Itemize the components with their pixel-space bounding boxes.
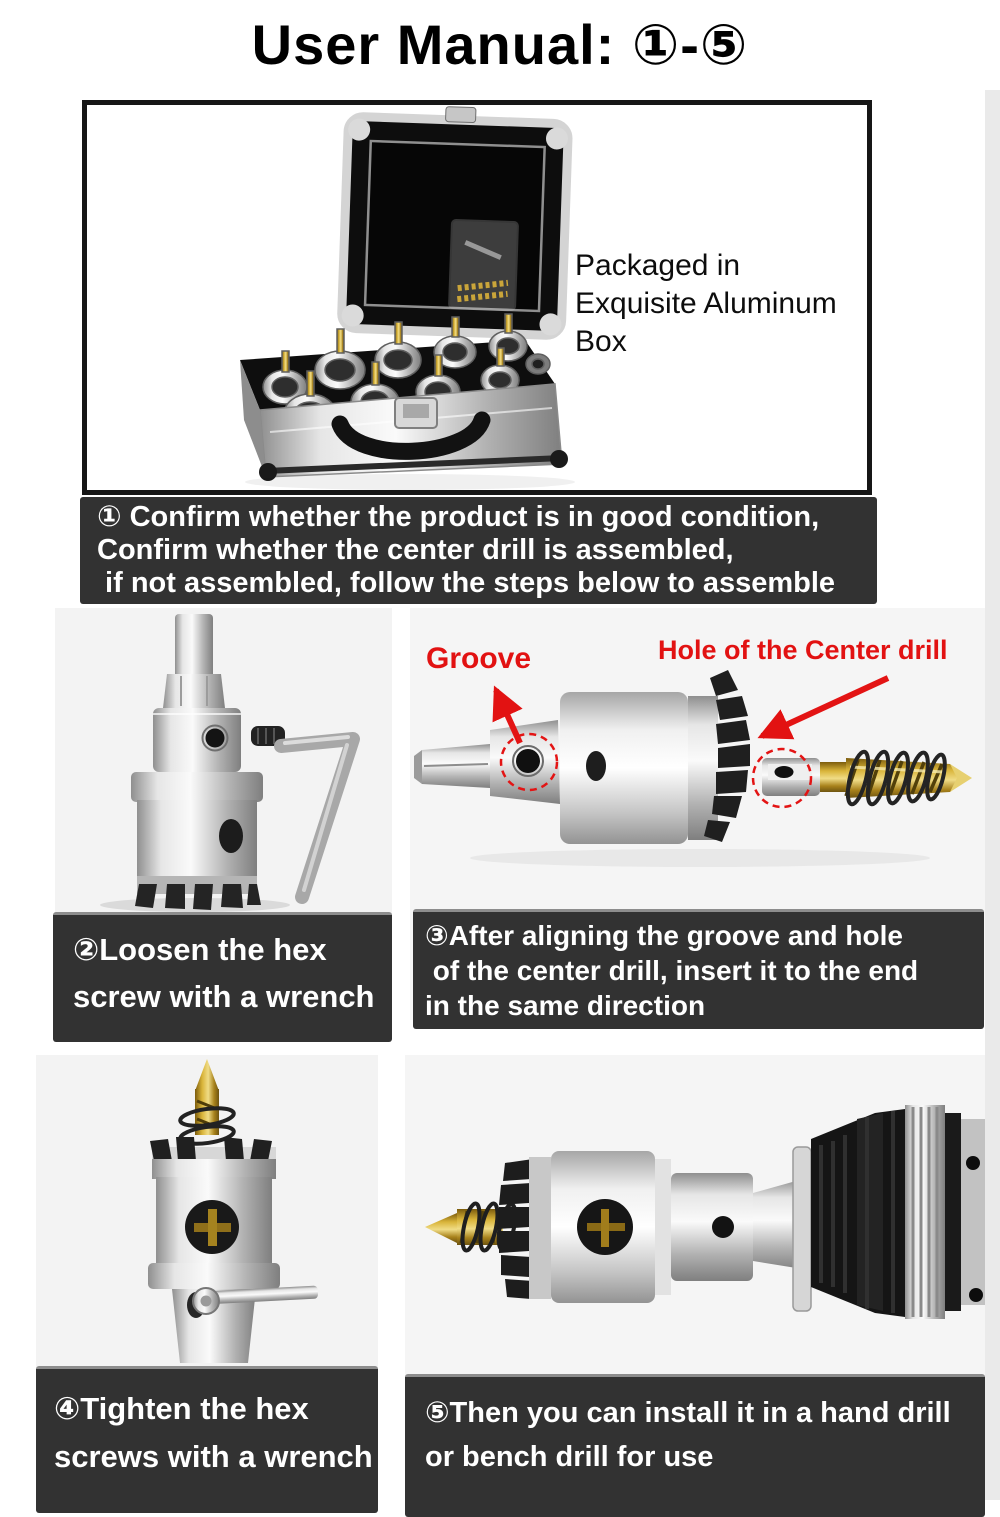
caption-line: ②Loosen the hex [73,932,327,967]
hole-saw-body [148,1159,280,1363]
caption-line: ① Confirm whether the product is in good condition, [97,501,820,533]
caption-line: ③After aligning the groove and hole [425,920,903,951]
caption-line: ④Tighten the hex [54,1391,309,1426]
step4-caption [36,1366,378,1513]
hole-of-center-drill-label: Hole of the Center drill [658,635,948,665]
box-caption [575,247,875,361]
groove-label: Groove [426,642,532,675]
box-caption-line: Packaged in [575,249,741,282]
center-drill [762,750,972,806]
box-caption-line: Exquisite Aluminum [575,287,837,320]
drill-chuck [793,1105,985,1319]
hole-arrow [762,678,888,736]
hole-saw-body [131,614,263,894]
step2-caption [53,912,392,1042]
caption-line: Confirm whether the center drill is assembled, [97,534,734,566]
page-title: User Manual: ①-⑤ [251,13,749,76]
caption-line: ⑤Then you can install it in a hand drill [425,1397,951,1429]
hex-wrench [281,737,353,897]
hole-saw-wrench-illustration [55,608,392,912]
center-drill-tip [179,1059,235,1147]
caption-line: screws with a wrench [54,1439,373,1474]
hole-saw-in-drill-chuck-illustration [405,1055,985,1374]
caption-line: of the center drill, insert it to the end [425,955,919,986]
case-lid [341,103,569,336]
step1-caption [80,497,877,604]
hole-saw-side [414,692,718,844]
caption-line: screw with a wrench [73,979,375,1014]
step5-caption [405,1374,985,1517]
aluminum-case-illustration [170,102,600,492]
caption-line: in the same direction [425,990,706,1021]
case-latch [395,398,437,428]
screw-bag [449,220,518,310]
photo-edge-strip [985,90,1000,1500]
caption-line: if not assembled, follow the steps below to assemble [97,567,836,599]
caption-line: or bench drill for use [425,1441,714,1473]
box-caption-line: Box [575,325,627,358]
step3-caption [413,909,984,1029]
assembled-hole-saw-illustration [36,1055,378,1366]
hole-saw-body [529,1151,815,1303]
